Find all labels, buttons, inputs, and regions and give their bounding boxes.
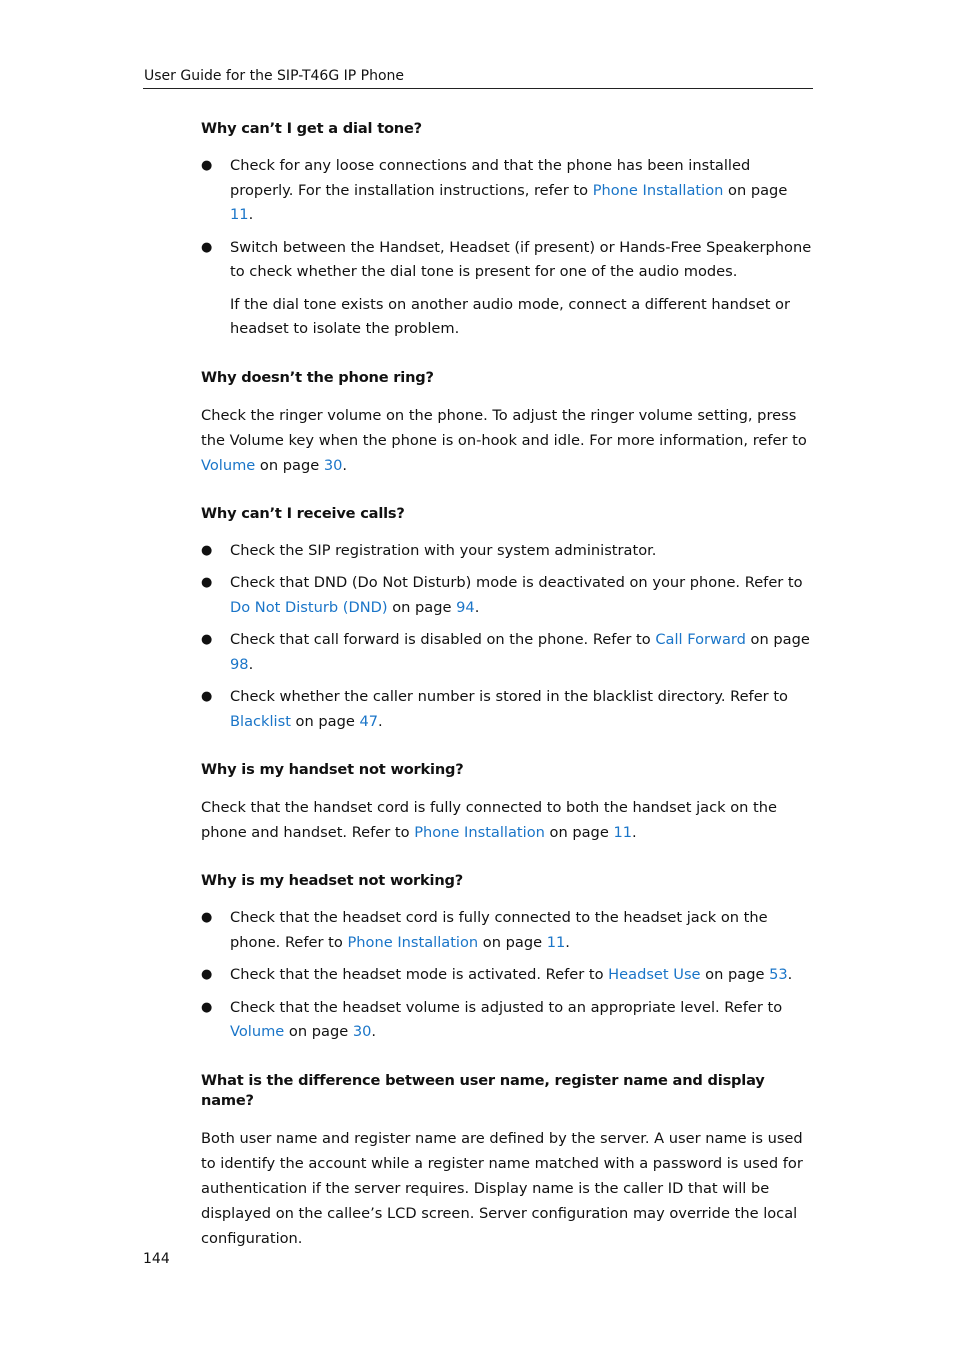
list-item: ● Check that call forward is disabled on the phone. Refer to Call Forward on page 98. [201, 628, 813, 677]
link-phone-installation[interactable]: Phone Installation [414, 824, 545, 841]
list-item: ● Check the SIP registration with your system administrator. [201, 539, 813, 564]
bullet-icon: ● [201, 575, 213, 590]
bullet-icon: ● [201, 239, 213, 255]
link-headset-use[interactable]: Headset Use [608, 966, 701, 983]
section-handset [201, 760, 813, 845]
section-receive [201, 504, 813, 735]
link-blacklist[interactable]: Blacklist [230, 712, 291, 730]
sub-paragraph: If the dial tone exists on another audio mode, connect a different handset or headset to isolate the problem. [230, 295, 790, 337]
section-headset [201, 871, 813, 1045]
section-names [201, 1071, 813, 1251]
page-header [143, 67, 813, 89]
link-phone-installation[interactable]: Phone Installation [347, 933, 479, 951]
link-phone-installation[interactable]: Phone Installation [592, 181, 724, 199]
bullet-icon: ● [201, 158, 213, 173]
link-volume[interactable]: Volume [201, 456, 256, 474]
link-page-number[interactable]: 30 [352, 1023, 372, 1040]
bullet-list [201, 906, 813, 1045]
bullet-icon: ● [201, 967, 213, 982]
paragraph: Both user name and register name are defined by the server. A user name is used to identify the account while a register name matched with a password is used for authentication if the server requires. Display name is the caller ID that will be displayed on the callee’s LCD screen. Server configuration may override the local configuration. [201, 1129, 803, 1247]
list-item: ● Check that DND (Do Not Disturb) mode is deactivated on your phone. Refer to Do Not Disturb (DND) on page 94. [201, 571, 813, 620]
paragraph: Check the ringer volume on the phone. To adjust the ringer volume setting, press the Volume key when the phone is on-hook and idle. For more information, refer to Volume on page 30. [201, 406, 807, 474]
header-title: User Guide for the SIP-T46G IP Phone [144, 68, 405, 84]
link-page-number[interactable]: 94 [456, 598, 475, 616]
bullet-list [201, 539, 813, 735]
link-page-number[interactable]: 98 [230, 655, 249, 673]
list-item: ● Check whether the caller number is stored in the blacklist directory. Refer to Blacklist on page 47. [201, 685, 813, 734]
link-page-number[interactable]: 47 [359, 712, 379, 730]
list-item: ● Check that the headset volume is adjusted to an appropriate level. Refer to Volume on page 30. [201, 996, 813, 1045]
list-item: ● Switch between the Handset, Headset (if present) or Hands-Free Speakerphone to check whether the dial tone is present for one of the audio modes. [201, 236, 813, 285]
link-page-number[interactable]: 11 [230, 206, 249, 223]
section-ring [201, 368, 813, 478]
section-heading: Why can’t I receive calls? [201, 504, 405, 522]
link-dnd[interactable]: Do Not Disturb (DND) [230, 598, 388, 616]
list-item: ● Check that the headset mode is activated. Refer to Headset Use on page 53. [201, 963, 813, 988]
section-heading: What is the difference between user name, register name and display name? [201, 1071, 765, 1109]
bullet-icon: ● [201, 999, 213, 1015]
link-page-number[interactable]: 11 [613, 824, 633, 841]
section-heading: Why is my handset not working? [201, 761, 464, 778]
bullet-list [201, 154, 813, 285]
link-page-number[interactable]: 30 [323, 456, 343, 474]
link-page-number[interactable]: 53 [769, 966, 788, 983]
section-heading: Why can’t I get a dial tone? [201, 120, 422, 137]
bullet-icon: ● [201, 542, 213, 558]
page-number: 144 [143, 1251, 170, 1267]
link-page-number[interactable]: 11 [546, 933, 566, 951]
paragraph: Check that the handset cord is fully connected to both the handset jack on the phone and handset. Refer to Phone Installation on page 11. [201, 799, 777, 841]
section-dial-tone [201, 119, 813, 342]
link-call-forward[interactable]: Call Forward [655, 631, 746, 648]
section-heading: Why is my headset not working? [201, 872, 464, 889]
page-content [201, 119, 813, 1251]
list-item: ● Check for any loose connections and that the phone has been installed properly. For the installation instructions, refer to Phone Installation on page 11. [201, 154, 813, 228]
list-item: ● Check that the headset cord is fully connected to the headset jack on the phone. Refer to Phone Installation on page 11. [201, 906, 813, 955]
bullet-icon: ● [201, 632, 213, 647]
link-volume[interactable]: Volume [230, 1023, 285, 1040]
bullet-icon: ● [201, 689, 213, 704]
section-heading: Why doesn’t the phone ring? [201, 368, 434, 386]
bullet-icon: ● [201, 910, 213, 925]
